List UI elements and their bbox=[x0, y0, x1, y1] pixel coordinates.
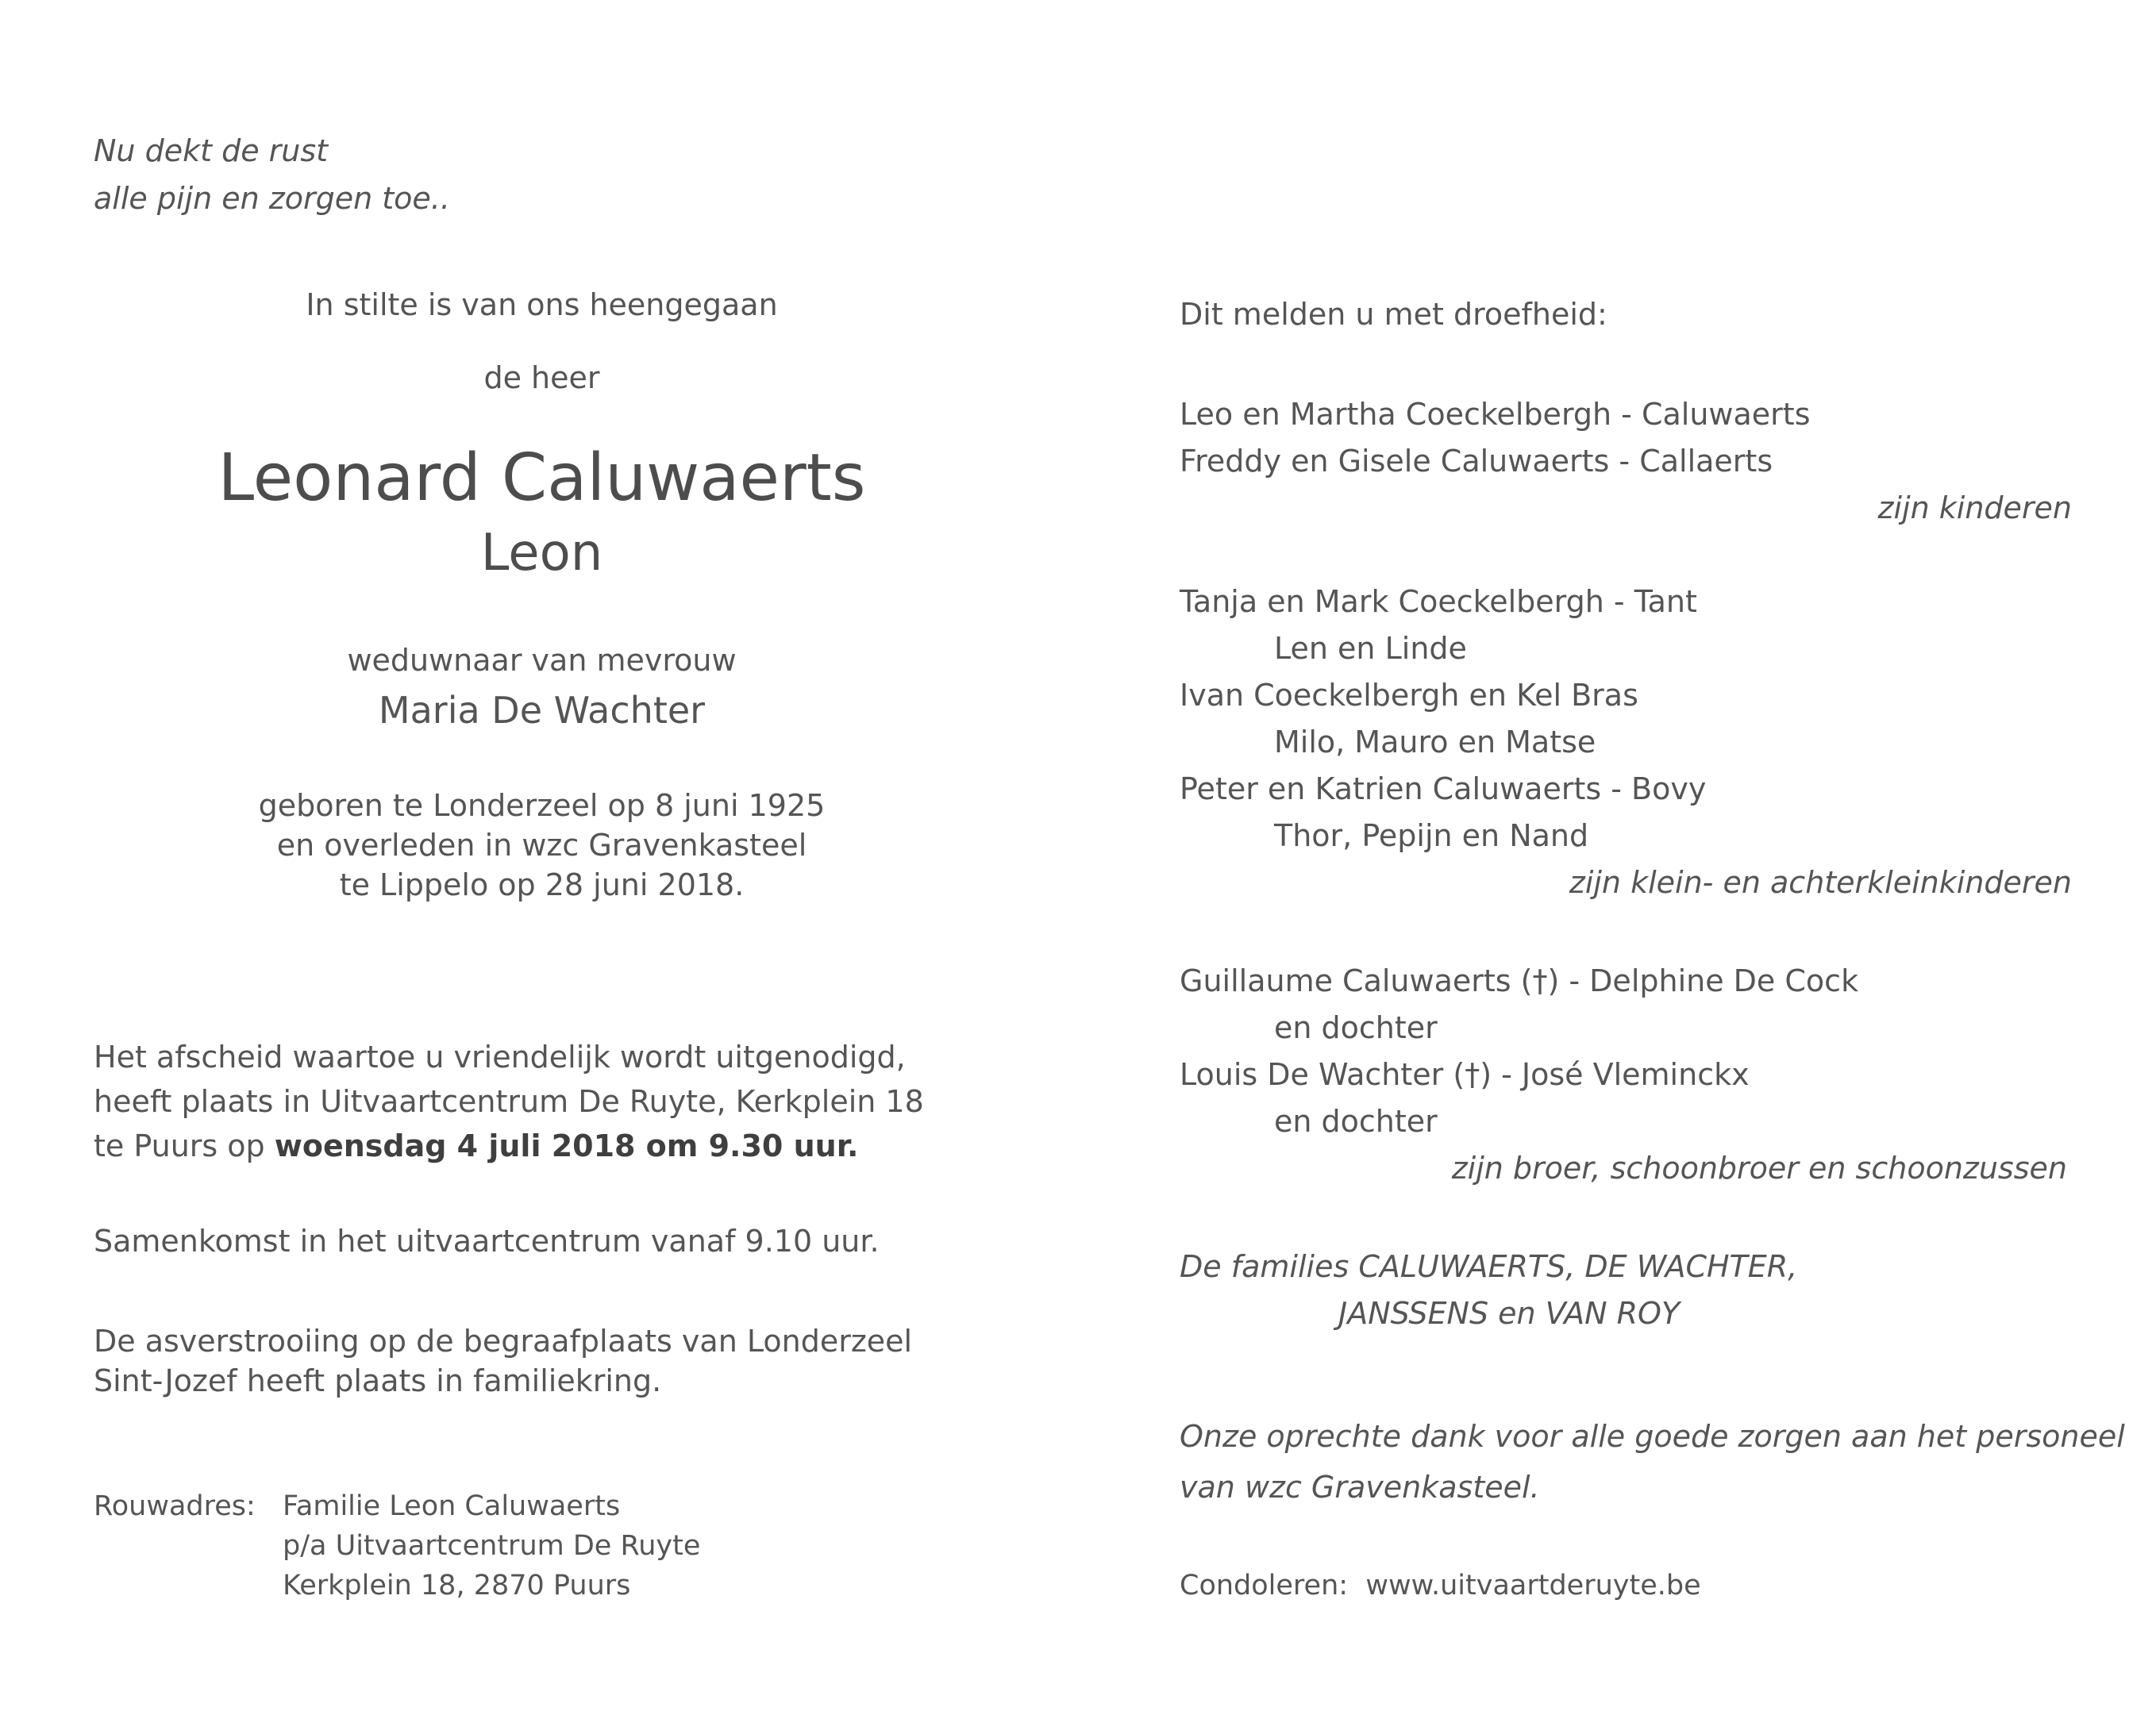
condolences-url[interactable]: www.uitvaartderuyte.be bbox=[1365, 1570, 1701, 1601]
spouse-name: Maria De Wachter bbox=[378, 689, 706, 732]
service-date: woensdag 4 juli 2018 om 9.30 uur. bbox=[274, 1128, 859, 1163]
condolences-label: Condoleren: bbox=[1180, 1570, 1349, 1601]
service-date-prefix: te Puurs op bbox=[94, 1128, 275, 1163]
service-line-2: heeft plaats in Uitvaartcentrum De Ruyte, Kerkplein 18 bbox=[94, 1084, 924, 1119]
motto-line-1: Nu dekt de rust bbox=[94, 133, 329, 168]
sibling-2: Louis De Wachter (†) - José Vleminckx bbox=[1180, 1057, 1750, 1092]
grandchild-family-2: Ivan Coeckelbergh en Kel Bras bbox=[1180, 678, 1638, 713]
address-line-3: Kerkplein 18, 2870 Puurs bbox=[283, 1570, 631, 1601]
widower-label: weduwnaar van mevrouw bbox=[347, 643, 737, 678]
grandchild-kids-1: Len en Linde bbox=[1274, 631, 1467, 666]
address-line-1: Familie Leon Caluwaerts bbox=[283, 1490, 621, 1522]
thanks-line-2: van wzc Gravenkasteel. bbox=[1180, 1470, 1540, 1505]
scatter-line-1: De asverstrooiing op de begraafplaats van Londerzeel bbox=[94, 1324, 913, 1359]
grandchild-kids-2: Milo, Mauro en Matse bbox=[1274, 725, 1596, 759]
grandchild-kids-3: Thor, Pepijn en Nand bbox=[1274, 818, 1589, 853]
families-line-1: De families CALUWAERTS, DE WACHTER, bbox=[1180, 1249, 1798, 1284]
sibling-kids-1: en dochter bbox=[1274, 1010, 1438, 1045]
deceased-name: Leonard Caluwaerts bbox=[218, 440, 866, 516]
announcement-title: de heer bbox=[483, 360, 600, 395]
siblings-label: zijn broer, schoonbroer en schoonzussen bbox=[1451, 1151, 2067, 1186]
child-1: Leo en Martha Coeckelbergh - Caluwaerts bbox=[1180, 397, 1811, 432]
grandchildren-label: zijn klein- en achterkleinkinderen bbox=[1569, 865, 2072, 900]
grandchild-family-1: Tanja en Mark Coeckelbergh - Tant bbox=[1180, 584, 1697, 619]
service-line-3 bbox=[94, 1128, 858, 1163]
scatter-line-2: Sint-Jozef heeft plaats in familiekring. bbox=[94, 1363, 662, 1398]
dates-line-3: te Lippelo op 28 juni 2018. bbox=[339, 867, 745, 902]
grandchild-family-3: Peter en Katrien Caluwaerts - Bovy bbox=[1180, 771, 1707, 806]
sibling-1: Guillaume Caluwaerts (†) - Delphine De Cock bbox=[1180, 963, 1859, 998]
deceased-nickname: Leon bbox=[480, 524, 603, 582]
address-label: Rouwadres: bbox=[94, 1490, 256, 1522]
dates-line-1: geboren te Londerzeel op 8 juni 1925 bbox=[258, 788, 826, 823]
announcement-intro: In stilte is van ons heengegaan bbox=[306, 287, 778, 322]
child-2: Freddy en Gisele Caluwaerts - Callaerts bbox=[1180, 444, 1773, 479]
families-line-2: JANSSENS en VAN ROY bbox=[1338, 1296, 1681, 1331]
motto-line-2: alle pijn en zorgen toe.. bbox=[94, 181, 450, 216]
service-line-1: Het afscheid waartoe u vriendelijk wordt uitgenodigd, bbox=[94, 1040, 906, 1075]
gathering-text: Samenkomst in het uitvaartcentrum vanaf 9.10 uur. bbox=[94, 1224, 880, 1259]
children-label: zijn kinderen bbox=[1877, 490, 2072, 525]
address-line-2: p/a Uitvaartcentrum De Ruyte bbox=[283, 1530, 701, 1562]
family-intro: Dit melden u met droefheid: bbox=[1180, 297, 1607, 332]
sibling-kids-2: en dochter bbox=[1274, 1104, 1438, 1139]
thanks-line-1: Onze oprechte dank voor alle goede zorgen aan het personeel bbox=[1180, 1419, 2125, 1454]
dates-line-2: en overleden in wzc Gravenkasteel bbox=[276, 828, 807, 863]
condolences-line bbox=[1180, 1570, 1701, 1601]
